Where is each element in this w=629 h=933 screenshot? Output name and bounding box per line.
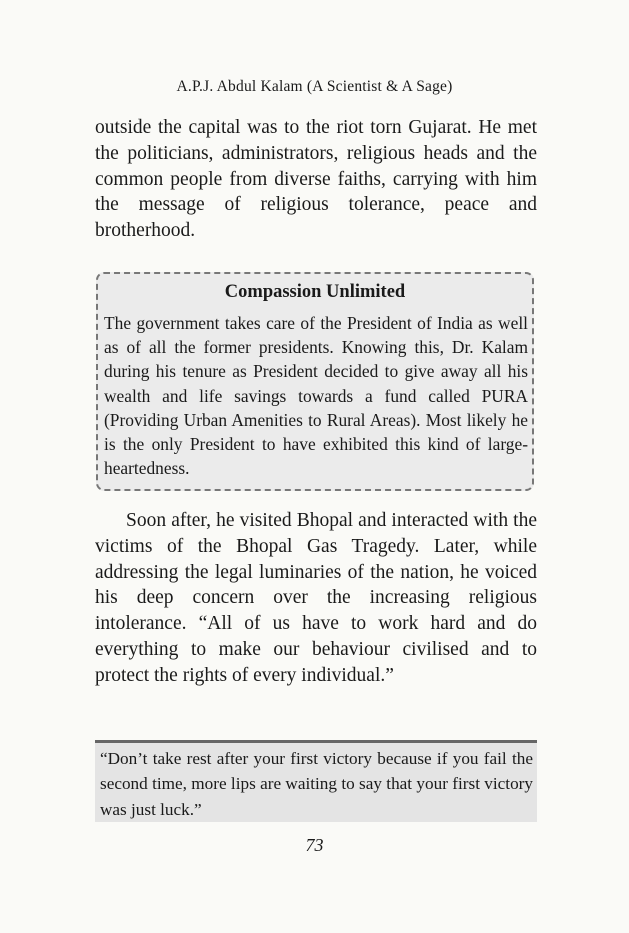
body-paragraph-2: Soon after, he visited Bhopal and interacted with the victims of the Bhopal Gas Tragedy. Later, while addressing the legal luminaries of the nation, he voiced his deep concern over the increasing religious intolerance. “All of us have to work hard and do everything to make our behaviour civilised and to protect the rights of every individual.”: [95, 510, 537, 686]
quote-box: [95, 740, 537, 822]
sidebar-box-title: Compassion Unlimited: [224, 282, 406, 302]
body-paragraph-1: outside the capital was to the riot torn Gujarat. He met the politicians, administrators, religious heads and the common people from diverse faiths, carrying with him the message of religious tolerance, peace and brotherhood.: [95, 117, 537, 242]
sidebar-box: [96, 272, 534, 491]
quote-text: “Don’t take rest after your first victory because if you fail the second time, more lips are waiting to say that your first victory was just luck.”: [100, 749, 533, 819]
sidebar-box-body: The government takes care of the President of India as well as of all the former presidents. Knowing this, Dr. Kalam during his tenure as President decided to give away all his wealth and life savings towards a fund called PURA (Providing Urban Amenities to Rural Areas). Most likely he is the only President to have exhibited this kind of large-heartedness.: [104, 313, 528, 479]
page-number: 73: [305, 835, 324, 855]
running-head: A.P.J. Abdul Kalam (A Scientist & A Sage): [176, 78, 453, 95]
